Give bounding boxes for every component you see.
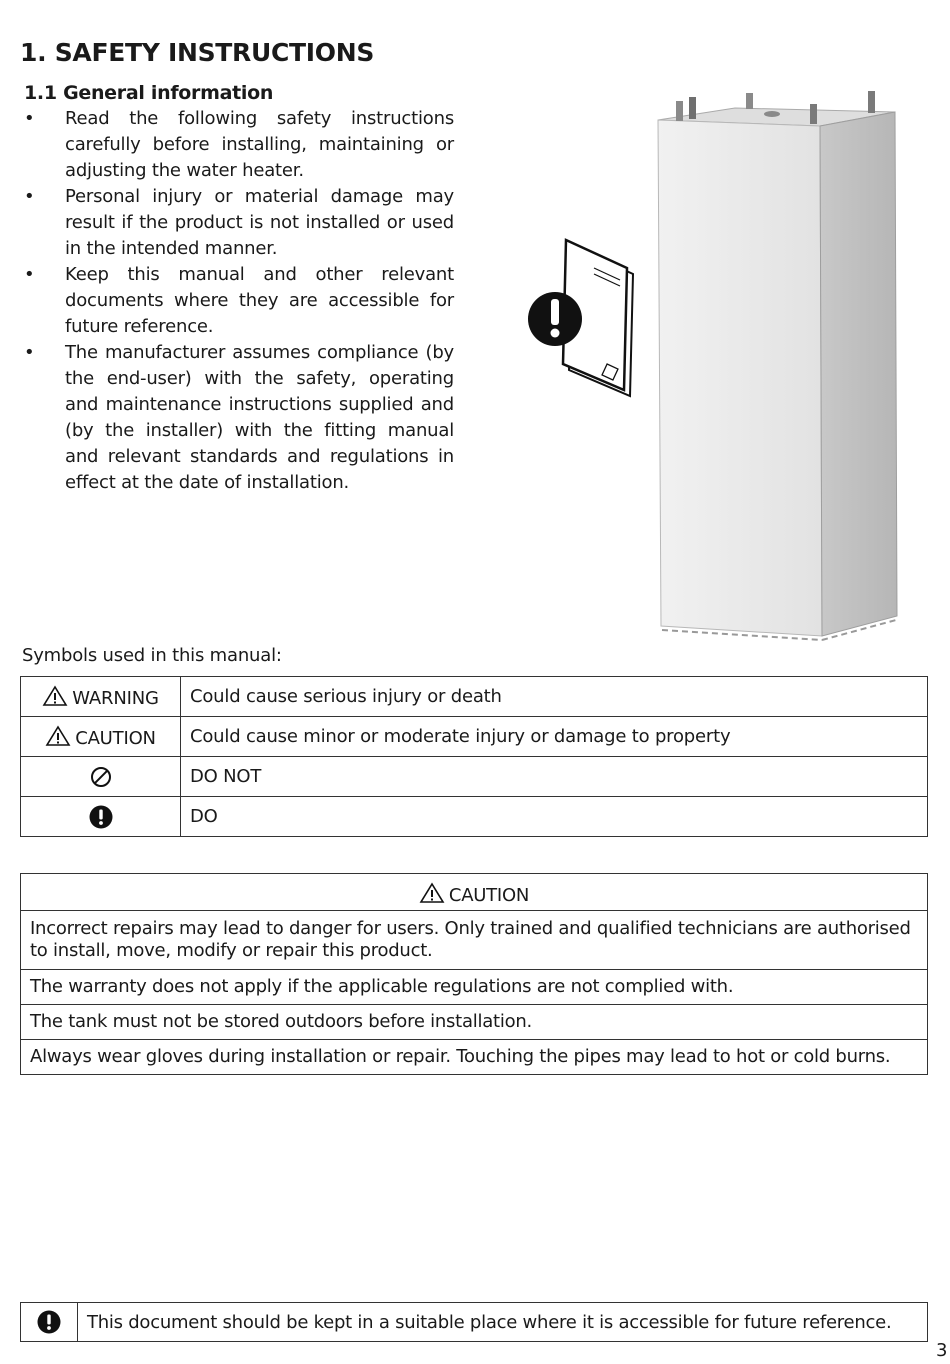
general-info-list	[20, 106, 454, 496]
symbol-cell	[21, 797, 181, 837]
list-item-text: Personal injury or material damage may result if the product is not installed or used in the intended manner.	[65, 186, 454, 259]
table-row	[21, 1040, 928, 1075]
mandatory-exclamation-icon	[528, 292, 582, 346]
symbol-label: CAUTION	[75, 727, 156, 749]
water-heater-illustration	[520, 84, 910, 646]
table-row	[21, 717, 928, 757]
symbols-table	[20, 676, 928, 837]
bullet-mark: •	[24, 186, 35, 207]
table-row	[21, 970, 928, 1005]
symbol-label: WARNING	[72, 687, 159, 709]
list-item-text: Read the following safety instructions carefully before installing, maintaining or adjusting the water heater.	[65, 108, 454, 181]
bullet-mark: •	[24, 264, 35, 285]
caution-box	[20, 873, 928, 1075]
list-item	[20, 106, 454, 184]
table-row	[21, 1005, 928, 1040]
table-row	[21, 911, 928, 970]
warning-triangle-icon	[42, 685, 68, 707]
symbol-cell	[21, 717, 181, 757]
symbols-caption: Symbols used in this manual:	[22, 645, 282, 666]
list-item-text: Keep this manual and other relevant documents where they are accessible for future reference.	[65, 264, 454, 337]
symbol-cell	[21, 677, 181, 717]
list-item	[20, 340, 454, 496]
caution-item: The warranty does not apply if the applicable regulations are not complied with.	[21, 970, 928, 1005]
caution-item: Always wear gloves during installation or repair. Touching the pipes may lead to hot or cold burns.	[21, 1040, 928, 1075]
table-row	[21, 677, 928, 717]
list-item-text: The manufacturer assumes compliance (by the end-user) with the safety, operating and maintenance instructions supplied and (by the installer) with the fitting manual and relevant standards and regulations in effect at the date of installation.	[65, 342, 454, 493]
table-row	[21, 757, 928, 797]
mandatory-exclamation-icon	[89, 805, 113, 829]
list-item	[20, 262, 454, 340]
page-number: 3	[936, 1340, 948, 1361]
caution-box-header	[21, 874, 928, 911]
caution-box-title: CAUTION	[448, 884, 530, 906]
list-item	[20, 184, 454, 262]
table-row	[21, 1303, 928, 1342]
section-heading: 1.1 General information	[24, 82, 274, 104]
symbol-meaning: DO	[181, 797, 928, 837]
bullet-mark: •	[24, 342, 35, 363]
warning-triangle-icon	[419, 882, 445, 904]
mandatory-exclamation-icon	[37, 1310, 61, 1334]
prohibition-icon	[90, 766, 112, 788]
warning-triangle-icon	[45, 725, 71, 747]
symbol-meaning: Could cause minor or moderate injury or damage to property	[181, 717, 928, 757]
table-row	[21, 874, 928, 911]
symbol-meaning: Could cause serious injury or death	[181, 677, 928, 717]
table-row	[21, 797, 928, 837]
footer-note-symbol	[21, 1303, 78, 1342]
symbol-meaning: DO NOT	[181, 757, 928, 797]
bullet-mark: •	[24, 108, 35, 129]
caution-item: The tank must not be stored outdoors before installation.	[21, 1005, 928, 1040]
footer-note	[20, 1302, 928, 1342]
footer-note-text: This document should be kept in a suitable place where it is accessible for future reference.	[78, 1303, 928, 1342]
symbol-cell	[21, 757, 181, 797]
page-title: 1. SAFETY INSTRUCTIONS	[20, 38, 375, 67]
water-heater-tank-illustration	[658, 91, 897, 640]
caution-item: Incorrect repairs may lead to danger for users. Only trained and qualified technicians are authorised to install, move, modify or repair this product.	[21, 911, 928, 970]
